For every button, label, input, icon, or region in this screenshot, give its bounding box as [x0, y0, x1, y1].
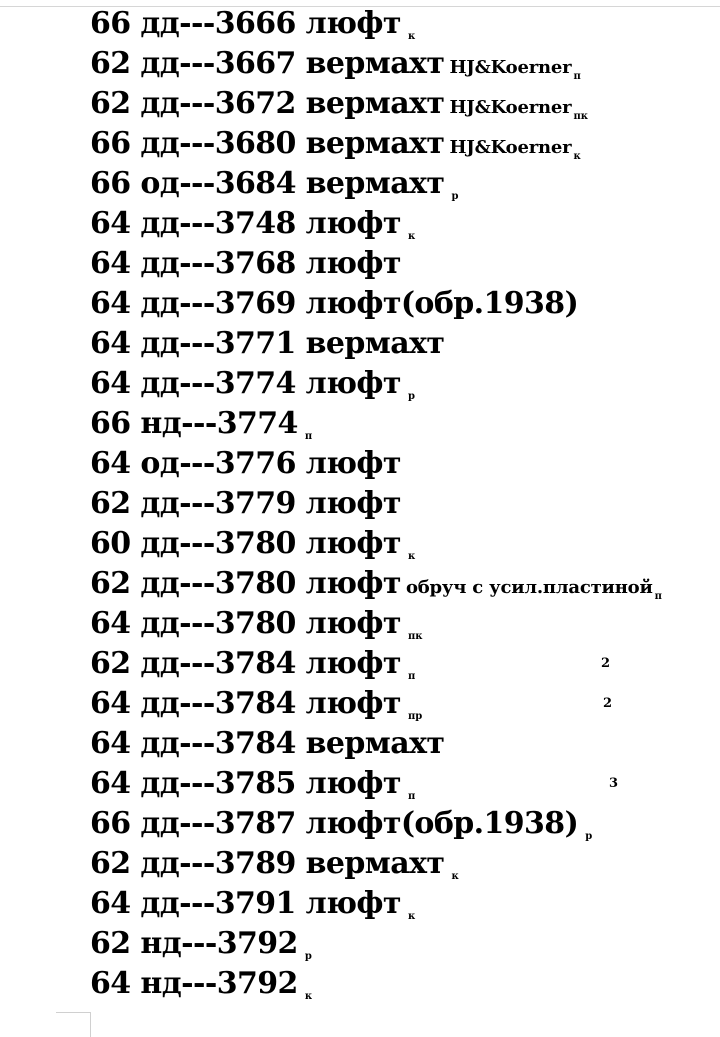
line-main-text: 64 дд---3769 люфт(обр.1938)	[90, 286, 579, 321]
line-main-text: 62 дд---3667 вермахт	[90, 46, 445, 81]
document-line	[90, 884, 710, 924]
line-main-text: 64 дд---3748 люфт	[90, 206, 401, 241]
line-mark: к	[407, 551, 416, 562]
line-mark: п	[407, 671, 416, 682]
line-main-text: 64 дд---3771 вермахт	[90, 326, 445, 361]
line-main-text: 66 од---3684 вермахт	[90, 166, 445, 201]
document-line	[90, 724, 710, 764]
document-line	[90, 524, 710, 564]
line-mark: к	[407, 911, 416, 922]
line-main-text: 64 од---3776 люфт	[90, 446, 401, 481]
line-mark: к	[304, 991, 313, 1002]
line-mark: п	[573, 71, 581, 82]
document-line	[90, 44, 710, 84]
line-main-text: 64 дд---3791 люфт	[90, 886, 401, 921]
line-number: 2	[601, 656, 611, 671]
document-line	[90, 684, 710, 724]
document-line	[90, 84, 710, 124]
document-line	[90, 804, 710, 844]
document-line	[90, 764, 710, 804]
line-mark: пк	[407, 631, 423, 642]
line-main-text: 66 дд---3787 люфт(обр.1938)	[90, 806, 579, 841]
line-mark: р	[407, 391, 415, 402]
document-line	[90, 964, 710, 1004]
document-line	[90, 244, 710, 284]
line-mark: к	[573, 151, 581, 162]
line-mark: п	[407, 791, 416, 802]
document-line	[90, 644, 710, 684]
line-main-text: 62 нд---3792	[90, 926, 298, 961]
line-mark: р	[585, 831, 593, 842]
line-main-text: 64 дд---3784 вермахт	[90, 726, 445, 761]
line-mark: к	[451, 871, 459, 882]
line-main-text: 60 дд---3780 люфт	[90, 526, 401, 561]
line-mark: р	[304, 951, 312, 962]
line-mark: п	[654, 591, 662, 602]
line-mark: р	[451, 191, 459, 202]
document-line	[90, 324, 710, 364]
document-line	[90, 4, 710, 44]
document-line	[90, 564, 710, 604]
line-main-text: 64 дд---3768 люфт	[90, 246, 401, 281]
line-extra-text: HJ&Koerner	[449, 137, 572, 158]
line-mark: к	[407, 31, 416, 42]
line-mark: к	[407, 231, 416, 242]
document-line	[90, 284, 710, 324]
document-line	[90, 844, 710, 884]
line-main-text: 62 дд---3672 вермахт	[90, 86, 445, 121]
document-line	[90, 924, 710, 964]
document-body	[90, 4, 710, 1004]
line-number: 3	[609, 776, 619, 791]
line-main-text: 64 нд---3792	[90, 966, 298, 1001]
line-main-text: 62 дд---3780 люфт	[90, 566, 401, 601]
document-line	[90, 204, 710, 244]
document-line	[90, 164, 710, 204]
line-extra-text: HJ&Koerner	[449, 57, 572, 78]
document-line	[90, 604, 710, 644]
line-mark: пк	[573, 111, 588, 122]
line-main-text: 62 дд---3779 люфт	[90, 486, 401, 521]
document-line	[90, 484, 710, 524]
line-main-text: 66 нд---3774	[90, 406, 298, 441]
line-main-text: 62 дд---3784 люфт	[90, 646, 401, 681]
line-main-text: 64 дд---3785 люфт	[90, 766, 401, 801]
line-mark: п	[304, 431, 313, 442]
line-number: 2	[603, 696, 613, 711]
document-line	[90, 124, 710, 164]
line-main-text: 64 дд---3774 люфт	[90, 366, 401, 401]
line-main-text: 64 дд---3784 люфт	[90, 686, 401, 721]
page-corner-marker	[56, 1012, 91, 1037]
line-main-text: 64 дд---3780 люфт	[90, 606, 401, 641]
document-line	[90, 404, 710, 444]
line-main-text: 66 дд---3680 вермахт	[90, 126, 445, 161]
line-extra-text: HJ&Koerner	[449, 97, 572, 118]
line-mark: пр	[407, 711, 423, 722]
line-main-text: 66 дд---3666 люфт	[90, 6, 401, 41]
document-line	[90, 444, 710, 484]
document-line	[90, 364, 710, 404]
line-extra-text: обруч с усил.пластиной	[405, 577, 653, 598]
line-main-text: 62 дд---3789 вермахт	[90, 846, 445, 881]
